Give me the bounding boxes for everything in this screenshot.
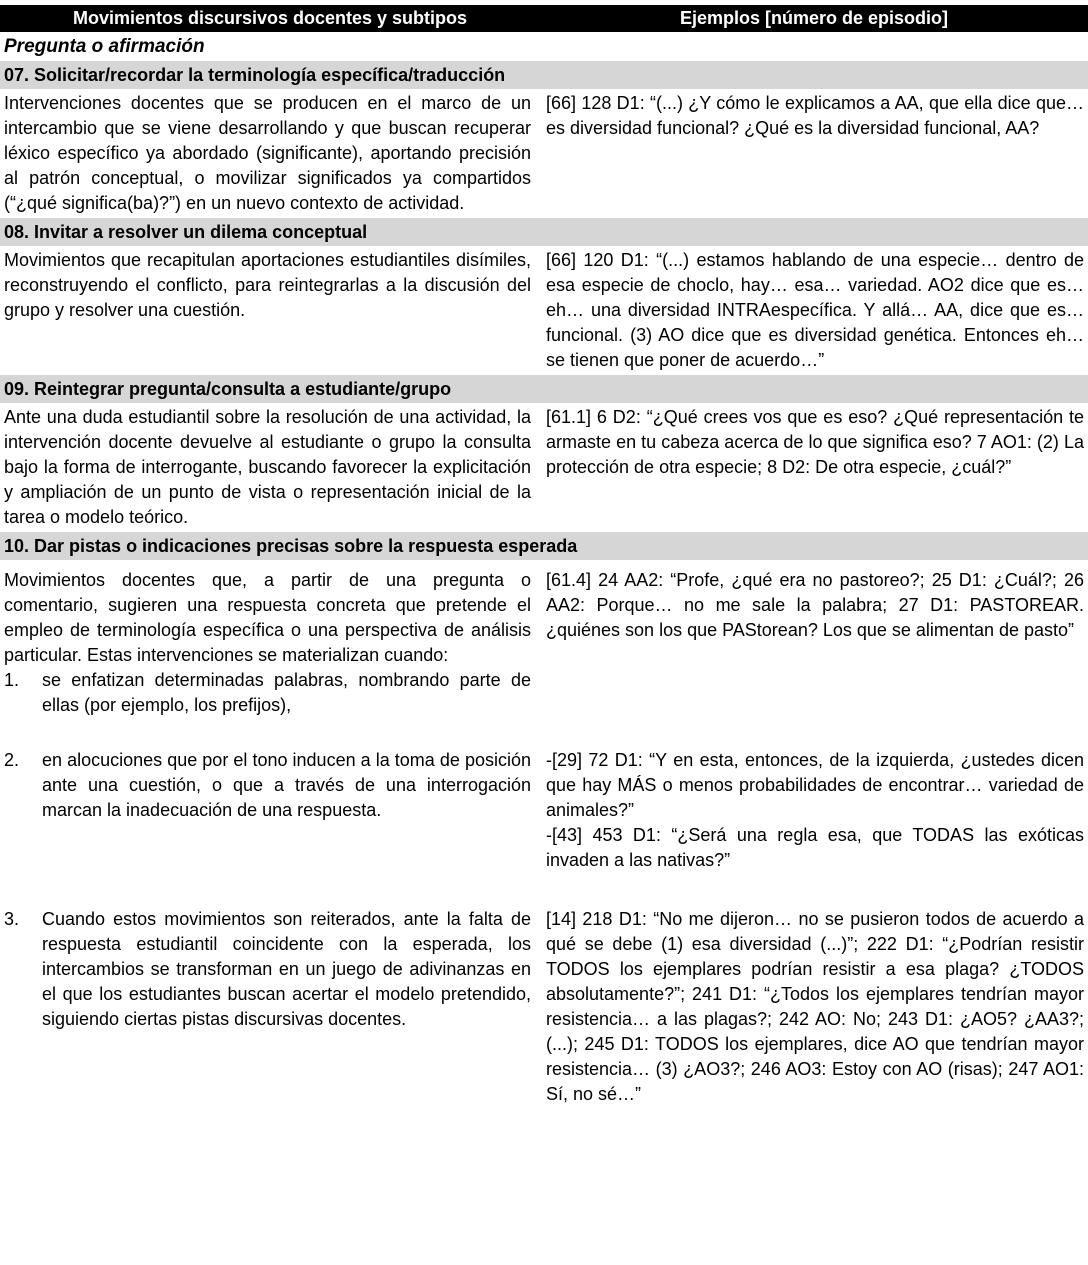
section-header-09: 09. Reintegrar pregunta/consulta a estudiante/grupo [0, 375, 1088, 403]
list-item-3 [4, 907, 531, 1032]
row-10b-example-text-1: -[29] 72 D1: “Y en esta, entonces, de la izquierda, ¿ustedes dicen que hay MÁS o menos probabilidades de encontrar… variedad de animales?” [546, 750, 1084, 820]
row-10a-example-cell [540, 560, 1088, 720]
section-header-08: 08. Invitar a resolver un dilema conceptual [0, 218, 1088, 246]
table-row-07 [0, 89, 1088, 218]
section-header-07: 07. Solicitar/recordar la terminología específica/traducción [0, 61, 1088, 89]
row-09-example-cell [540, 403, 1088, 532]
table-header-row [0, 5, 1088, 32]
table-row-10a [0, 560, 1088, 720]
row-08-example-cell [540, 246, 1088, 375]
list-item-1 [4, 668, 531, 718]
category-row-pregunta-o-afirmacion: Pregunta o afirmación [4, 36, 205, 57]
row-10c-example-cell [540, 905, 1088, 1109]
row-10a-example-text: [61.4] 24 AA2: “Profe, ¿qué era no pastoreo?; 25 D1: ¿Cuál?; 26 AA2: Porque… no me sale la palabra; 27 D1: PASTOREAR. ¿quiénes son los que PAStorean? Los que se alimentan de pasto” [546, 570, 1084, 640]
list-item-2-text: en alocuciones que por el tono inducen a la toma de posición ante una cuestión, o que a través de una interrogación marcan la inadecuación de una respuesta. [42, 750, 531, 820]
list-item-1-number: 1. [4, 670, 20, 690]
row-09-description-cell [0, 403, 540, 532]
table-row-08 [0, 246, 1088, 375]
row-08-description-cell [0, 246, 540, 375]
row-09-example-text: [61.1] 6 D2: “¿Qué crees vos que es eso? ¿Qué representación te armaste en tu cabeza acerca de lo que significa eso? 7 AO1: (2) La protección de otra especie; 8 D2: De otra especie, ¿cuál?” [546, 407, 1084, 477]
list-item-2 [4, 748, 531, 823]
row-10-intro-text: Movimientos docentes que, a partir de una pregunta o comentario, sugieren una respuesta concreta que pretende el empleo de terminología específica o una perspectiva de análisis particular. Estas intervenciones se materializan cuando: [4, 570, 531, 665]
row-10b-example-text-2: -[43] 453 D1: “¿Será una regla esa, que TODAS las exóticas invaden a las nativas?” [546, 825, 1084, 870]
row-08-description-text: Movimientos que recapitulan aportaciones estudiantiles disímiles, reconstruyendo el conflicto, para reintegrarlas a la discusión del grupo y resolver una cuestión. [4, 250, 531, 320]
row-09-description-text: Ante una duda estudiantil sobre la resolución de una actividad, la intervención docente devuelve al estudiante o grupo la consulta bajo la forma de interrogante, buscando favorecer la explicitación y ampliación de un punto de vista o representación inicial de la tarea o modelo teórico. [4, 407, 531, 527]
section-header-10: 10. Dar pistas o indicaciones precisas sobre la respuesta esperada [0, 532, 1088, 560]
row-07-description-cell [0, 89, 540, 218]
list-item-3-text: Cuando estos movimientos son reiterados, ante la falta de respuesta estudiantil coincidente con la esperada, los intercambios se transforman en un juego de adivinanzas en el que los estudiantes buscan acertar el modelo pretendido, siguiendo ciertas pistas discursivas docentes. [42, 909, 531, 1029]
row-07-example-text: [66] 128 D1: “(...) ¿Y cómo le explicamos a AA, que ella dice que… es diversidad funcional? ¿Qué es la diversidad funcional, AA? [546, 93, 1084, 138]
row-08-example-text: [66] 120 D1: “(...) estamos hablando de una especie… dentro de esa especie de choclo, hay… esa… variedad. AO2 dice que es… eh… una diversidad INTRAespecífica. Y allá… AA, dice que es… funcional. (3) AO dice que es diversidad genética. Entonces eh… se tienen que poner de acuerdo…” [546, 250, 1084, 370]
column-header-movimientos: Movimientos discursivos docentes y subtipos [72, 7, 468, 28]
row-10b-description-cell [0, 746, 540, 875]
list-item-2-number: 2. [4, 750, 20, 770]
column-header-ejemplos: Ejemplos [número de episodio] [679, 7, 949, 28]
row-10c-description-cell [0, 905, 540, 1109]
table-row-10c [0, 905, 1088, 1109]
list-item-1-text: se enfatizan determinadas palabras, nombrando parte de ellas (por ejemplo, los prefijos), [42, 670, 531, 715]
row-10c-example-text: [14] 218 D1: “No me dijeron… no se pusieron todos de acuerdo a qué se debe (1) esa diversidad (...)”; 222 D1: “¿Podrían resistir TODOS los ejemplares podrían resistir a esa plaga? ¿TODOS absolutamente?”; 241 D1: “¿Todos los ejemplares tendrían mayor resistencia… a las plagas?; 242 AO: No; 243 D1: ¿AO5? ¿AA3?; (...); 245 D1: TODOS los ejemplares, dice AO que tendrían mayor resistencia… (3) ¿AO3?; 246 AO3: Estoy con AO (risas); 247 AO1: Sí, no sé…” [546, 909, 1084, 1104]
row-10b-example-cell [540, 746, 1088, 875]
row-07-example-cell [540, 89, 1088, 218]
table-row-10b [0, 746, 1088, 875]
row-10a-description-cell [0, 560, 540, 720]
list-item-3-number: 3. [4, 909, 20, 929]
row-07-description-text: Intervenciones docentes que se producen en el marco de un intercambio que se viene desarrollando y que buscan recuperar léxico específico ya abordado (significante), aportando precisión al patrón conceptual, o movilizar significados ya compartidos (“¿qué significa(ba)?”) en un nuevo contexto de actividad. [4, 93, 531, 213]
table-row-09 [0, 403, 1088, 532]
